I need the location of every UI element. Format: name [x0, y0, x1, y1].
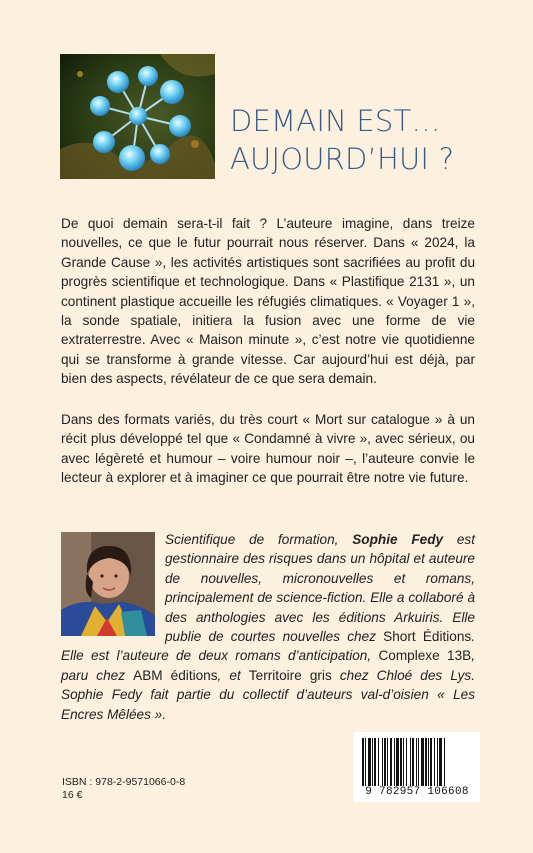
title-line-1: DEMAIN EST…: [230, 104, 441, 138]
bio-publisher-short: Short Éditions: [383, 629, 472, 645]
bio-text-1: Scientifique de formation,: [165, 532, 353, 547]
cover-illustration: [60, 54, 215, 179]
barcode: [354, 732, 480, 802]
title-line-2: AUJOURD’HUI ?: [230, 142, 455, 176]
bio-text-3: . Elle est l’auteure de deux romans d’anticipation,: [61, 629, 475, 664]
isbn-number: ISBN : 978-2-9571066-0-8: [62, 776, 186, 788]
bio-book-1: Complexe 13B: [378, 648, 472, 664]
isbn-block: [62, 776, 185, 802]
book-title: [230, 102, 525, 178]
barcode-bars: [362, 738, 472, 786]
author-name: Sophie Fedy: [352, 532, 444, 547]
bio-text-4: , paru chez: [61, 648, 475, 683]
price: 16 €: [62, 789, 83, 801]
bio-publisher-abm: ABM éditions: [133, 667, 218, 683]
bio-text-2: est gestionnaire des risques dans un hôpital et auteure de nouvelles, micronouvelles et romans, principalement de science-fiction. Elle a collaboré à des anthologies avec les éditions Arkuiris. Elle publie de courtes nouvelles chez: [165, 532, 475, 645]
bio-text-5: , et: [217, 667, 249, 683]
blurb-paragraph-1: De quoi demain sera-t-il fait ? L’auteure imagine, dans treize nouvelles, ce que le futur pourrait nous réserver. Dans « 2024, la Grande Cause », les activités artistiques sont sacrifiées au profit du progrès scientifique et technologique. Dans « Plastifique 2131 », un continent plastique accueille les réfugiés climatiques. « Voyager 1 », la sonde spatiale, initiera la fusion avec une forme de vie extraterrestre. Avec « Maison minute », c’est notre vie quotidienne qui se transforme à grande vitesse. Car aujourd’hui est déjà, par bien des aspects, révélateur de ce que sera demain.: [61, 216, 475, 387]
barcode-digits: 9 782957 106608: [365, 786, 469, 798]
bio-book-2: Territoire gris: [248, 667, 332, 683]
glowing-organism-icon: [60, 54, 215, 179]
author-bio: [61, 530, 475, 724]
bio-text-6: chez Chloé des Lys. Sophie Fedy fait partie du collectif d’auteurs val-d’oisien « Les Encres Mêlées ».: [61, 667, 476, 722]
blurb-paragraph-2: Dans des formats variés, du très court « Mort sur catalogue » à un récit plus développé tel que « Condamné à vivre », avec sérieux, ou avec légèreté et humour – voire humour noir –, l’auteure convie le lecteur à explorer et à imaginer ce que pourrait être notre vie future.: [61, 412, 475, 486]
